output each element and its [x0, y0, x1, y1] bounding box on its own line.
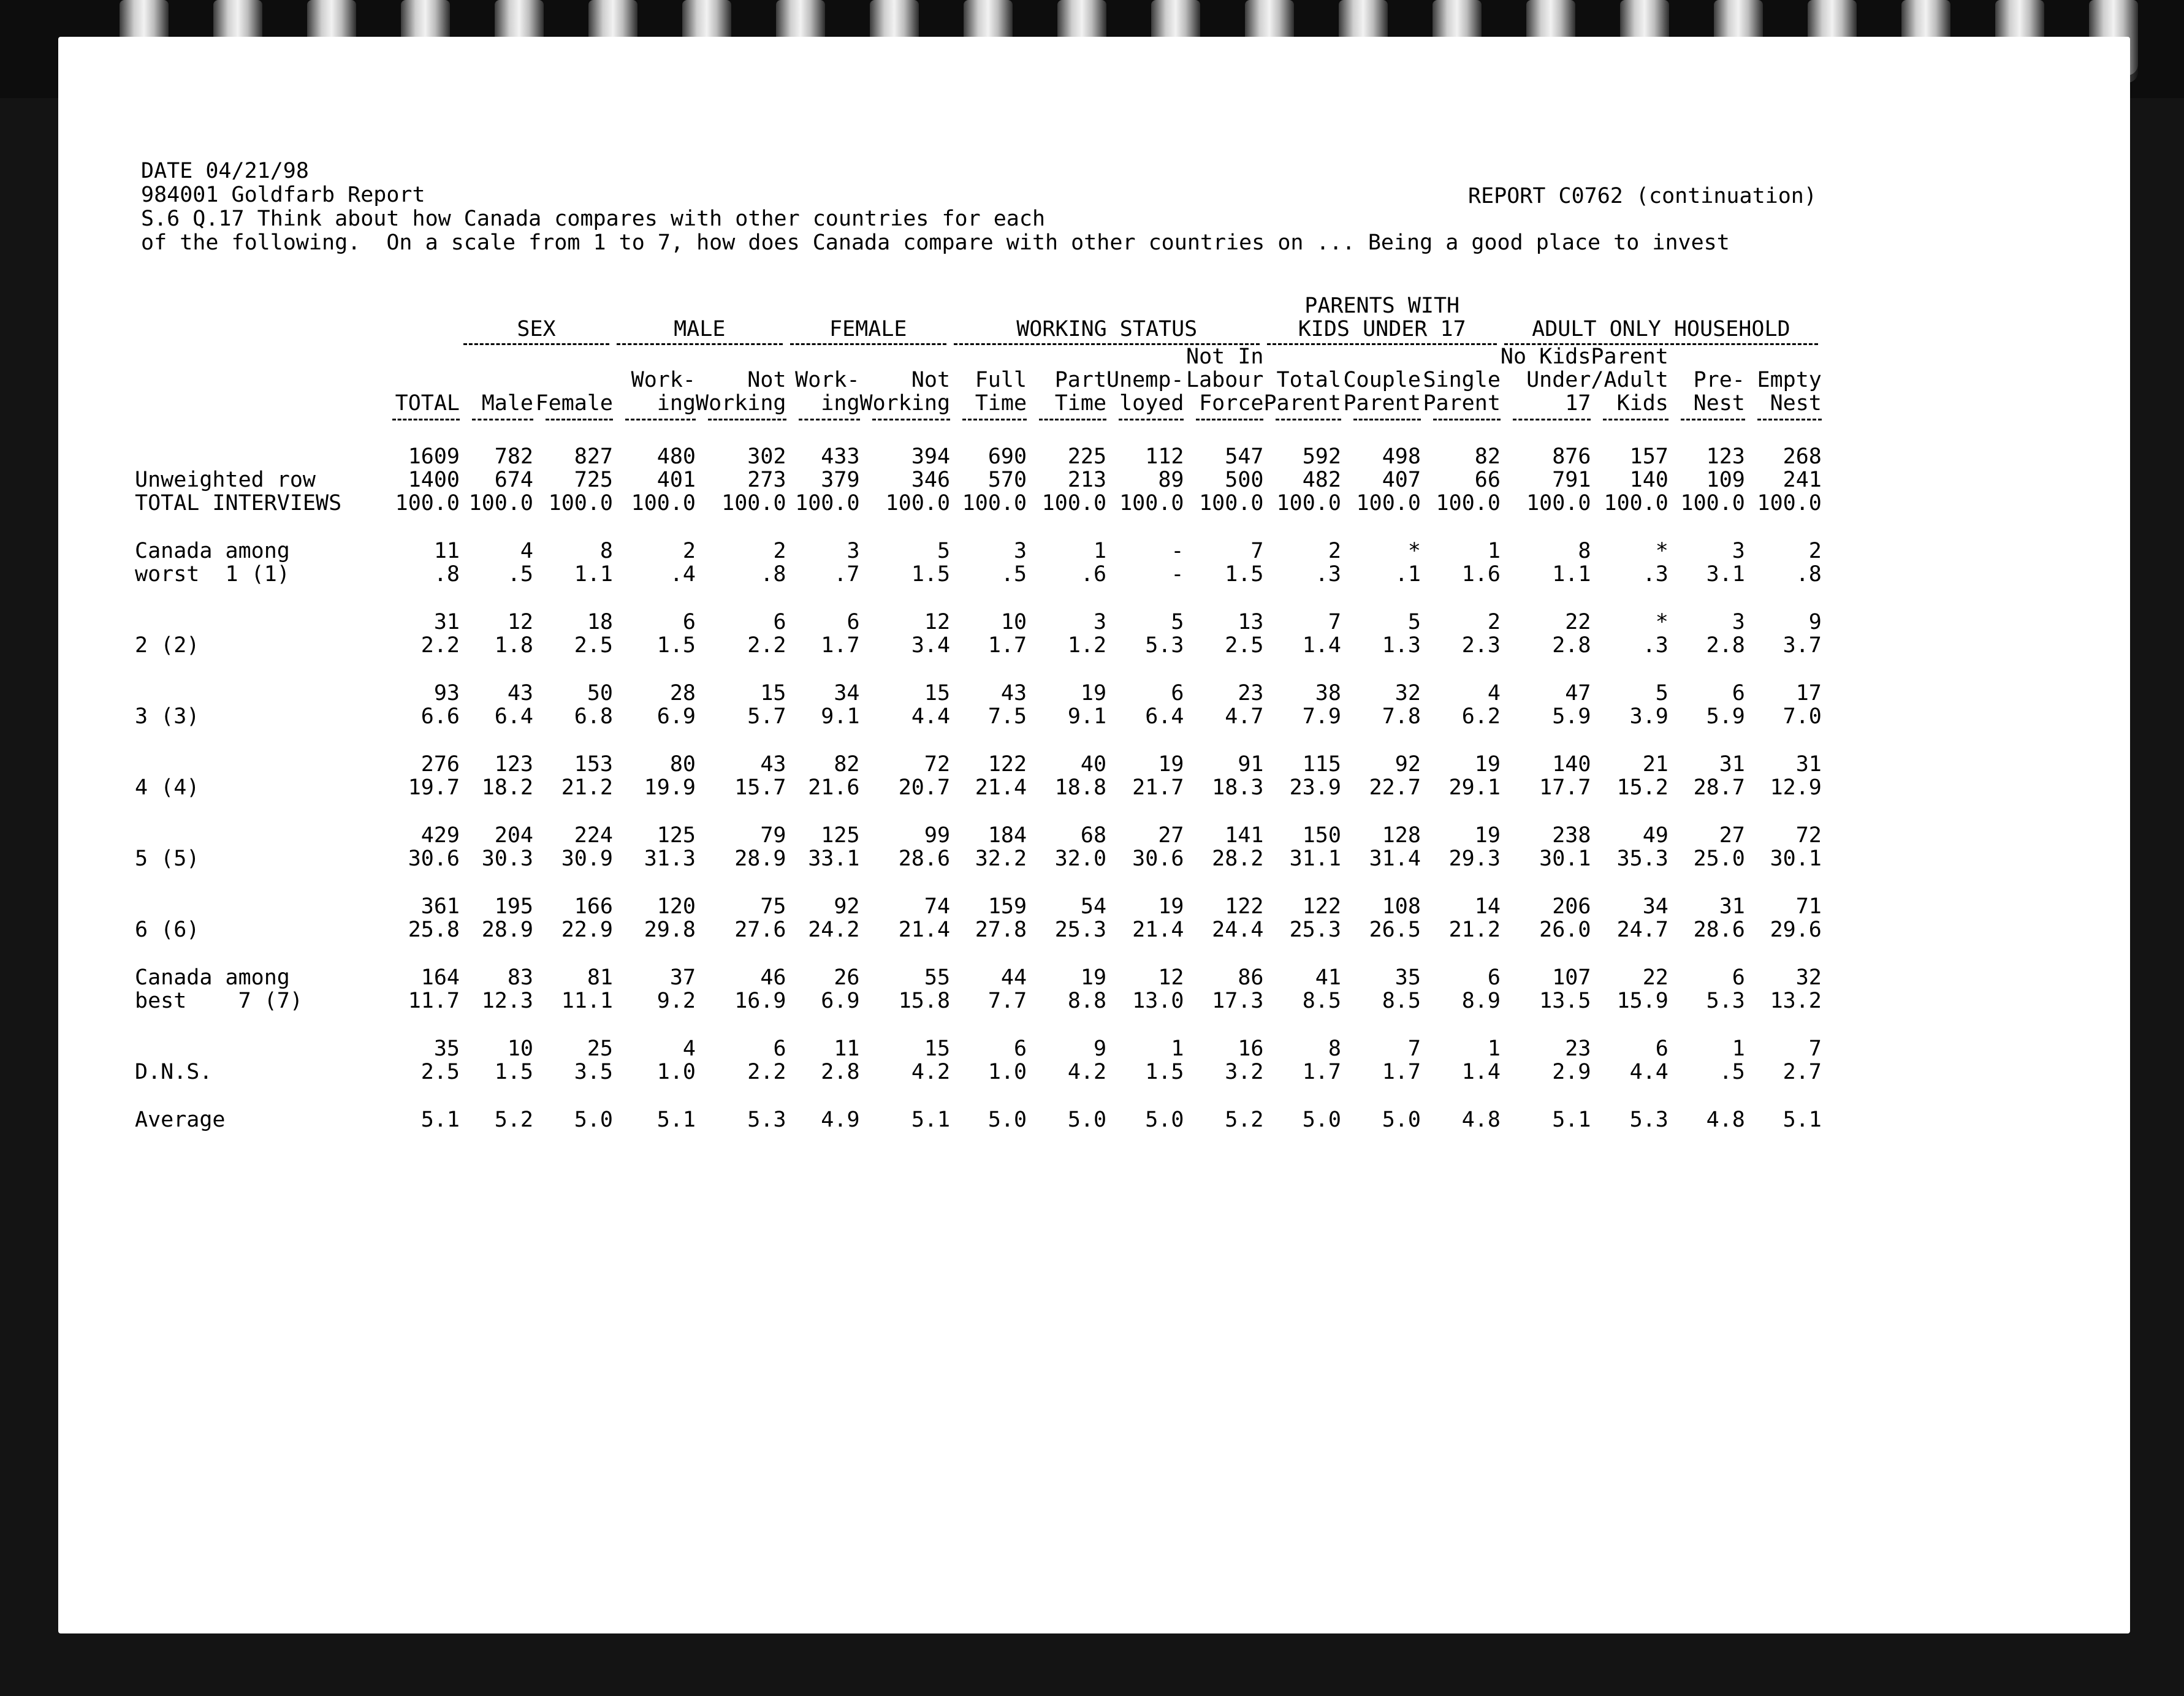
table-cell: 17 7.0	[1783, 681, 1822, 729]
table-cell: 112 89 100.0	[1119, 444, 1184, 515]
row-spacer	[135, 870, 1822, 895]
table-cell: 22 15.9	[1616, 965, 1668, 1013]
row-spacer	[135, 728, 1822, 753]
table-cell: 7 1.7	[1382, 1036, 1421, 1084]
table-cell: 12 3.4	[911, 610, 951, 658]
table-cell: 9 3.7	[1783, 610, 1822, 658]
table-cell: 429 30.6	[408, 823, 460, 871]
row-spacer	[135, 515, 1822, 539]
table-cell: 184 32.2	[975, 823, 1027, 871]
column-header-label: Not Working	[696, 368, 786, 416]
table-cell: 153 21.2	[561, 752, 613, 800]
table-cell: 6 2.2	[747, 610, 786, 658]
table-cell: 5 5.3	[1145, 610, 1184, 658]
report-date: DATE 04/21/98	[141, 159, 309, 183]
table-cell: 99 28.6	[898, 823, 951, 871]
table-cell: 5 3.9	[1629, 681, 1668, 729]
table-cell: 44 7.7	[987, 965, 1027, 1013]
column-header	[533, 345, 613, 420]
column-header	[1341, 345, 1421, 420]
table-row	[135, 682, 1822, 728]
table-cell: 25 3.5	[574, 1036, 613, 1084]
table-cell: 5.0	[987, 1108, 1027, 1132]
group-header-label: MALE	[674, 317, 726, 341]
table-cell: 690 570 100.0	[962, 444, 1027, 515]
table-cell: 6 1.0	[987, 1036, 1027, 1084]
table-cell: 5.1	[1552, 1108, 1591, 1132]
table-cell: 4.9	[821, 1108, 860, 1132]
table-cell: 75 27.6	[734, 894, 786, 942]
table-cell: 82 66 100.0	[1436, 444, 1501, 515]
table-cell: 40 18.8	[1054, 752, 1107, 800]
table-cell: 238 30.1	[1539, 823, 1591, 871]
table-cell: 394 346 100.0	[885, 444, 951, 515]
column-underline	[1039, 419, 1106, 420]
table-cell: 2 .3	[1315, 539, 1341, 587]
table-cell: 3 2.8	[1706, 610, 1745, 658]
column-header-label: Single Parent	[1423, 368, 1501, 416]
report-id: REPORT C0762 (continuation)	[1468, 184, 1817, 208]
table-cell: 6 5.9	[1706, 681, 1745, 729]
table-cell: 15 4.4	[911, 681, 951, 729]
column-header-label: Full Time	[975, 368, 1027, 416]
column-header-label: Female	[535, 391, 613, 416]
table-cell: 5.2	[1225, 1108, 1264, 1132]
table-row	[135, 1037, 1822, 1084]
table-cell: 19 21.4	[1132, 894, 1184, 942]
table-cell: 74 21.4	[898, 894, 951, 942]
table-row	[135, 539, 1822, 586]
row-spacer	[135, 799, 1822, 824]
table-cell: 92 24.2	[808, 894, 860, 942]
table-cell: 34 9.1	[821, 681, 860, 729]
group-header	[1263, 294, 1500, 345]
table-cell: 4 .5	[507, 539, 533, 587]
table-cell: 268 241 100.0	[1757, 444, 1822, 515]
table-cell: 2 .4	[669, 539, 696, 587]
table-cell: 120 29.8	[644, 894, 696, 942]
table-cell: 782 674 100.0	[468, 444, 533, 515]
column-header	[380, 345, 460, 420]
column-underline	[1681, 419, 1745, 420]
table-row	[135, 610, 1822, 657]
table-cell: 3 .7	[834, 539, 860, 587]
table-cell: 108 26.5	[1369, 894, 1421, 942]
column-header	[1591, 345, 1668, 420]
row-label-header	[135, 294, 380, 345]
group-header	[1501, 294, 1822, 345]
table-cell: 5 1.3	[1382, 610, 1421, 658]
table-cell: 47 5.9	[1552, 681, 1591, 729]
table-cell: 498 407 100.0	[1356, 444, 1421, 515]
table-cell: 276 19.7	[408, 752, 460, 800]
table-cell: 4 1.0	[656, 1036, 696, 1084]
table-cell: 128 31.4	[1369, 823, 1421, 871]
table-cell: 31 28.7	[1693, 752, 1745, 800]
table-row	[135, 966, 1822, 1013]
table-cell: * .3	[1642, 610, 1668, 658]
table-cell: 21 15.2	[1616, 752, 1668, 800]
table-cell: 6 1.5	[656, 610, 696, 658]
column-underline	[1433, 419, 1501, 420]
table-cell: 1 1.6	[1461, 539, 1501, 587]
group-header	[380, 294, 460, 345]
column-header	[786, 345, 860, 420]
table-cell: 41 8.5	[1302, 965, 1341, 1013]
table-cell: 43 15.7	[734, 752, 786, 800]
table-cell: 2 .8	[760, 539, 786, 587]
row-spacer	[135, 657, 1822, 682]
table-cell: 157 140 100.0	[1604, 444, 1668, 515]
column-underline	[472, 419, 533, 420]
table-cell: 80 19.9	[644, 752, 696, 800]
table-cell: 31 12.9	[1770, 752, 1822, 800]
group-header-label: ADULT ONLY HOUSEHOLD	[1532, 317, 1790, 341]
report-title: 984001 Goldfarb Report	[141, 183, 425, 207]
table-cell: 93 6.6	[420, 681, 460, 729]
column-underline	[1353, 419, 1421, 420]
table-cell: 141 28.2	[1212, 823, 1264, 871]
table-cell: 49 35.3	[1616, 823, 1668, 871]
table-cell: 7 2.7	[1783, 1036, 1822, 1084]
column-header	[1668, 345, 1745, 420]
table-cell: 150 31.1	[1289, 823, 1341, 871]
table-cell: 68 32.0	[1054, 823, 1107, 871]
table-cell: 43 6.4	[494, 681, 533, 729]
table-row	[135, 753, 1822, 799]
table-cell: 123 109 100.0	[1680, 444, 1745, 515]
table-cell: 86 17.3	[1212, 965, 1264, 1013]
column-underline	[708, 419, 786, 420]
column-header	[1027, 345, 1106, 420]
table-cell: 19 29.1	[1448, 752, 1501, 800]
table-cell: 15 4.2	[911, 1036, 951, 1084]
table-body	[135, 420, 1822, 1131]
table-cell: 82 21.6	[808, 752, 860, 800]
table-cell: 3 3.1	[1706, 539, 1745, 587]
table-cell: 18 2.5	[574, 610, 613, 658]
table-cell: 6 4.4	[1629, 1036, 1668, 1084]
table-cell: 5.1	[911, 1108, 951, 1132]
table-cell: 302 273 100.0	[721, 444, 786, 515]
table-cell: 9 4.2	[1067, 1036, 1107, 1084]
column-underline	[1119, 419, 1184, 420]
column-header-label: No Kids Under 17	[1500, 344, 1591, 416]
table-cell: 125 33.1	[808, 823, 860, 871]
row-spacer	[135, 1084, 1822, 1108]
table-row	[135, 1108, 1822, 1131]
column-header	[1745, 345, 1822, 420]
column-header-label: Not Working	[859, 368, 951, 416]
table-cell: 6 6.4	[1145, 681, 1184, 729]
table-cell: 5.0	[1382, 1108, 1421, 1132]
table-cell: 34 24.7	[1616, 894, 1668, 942]
column-underline	[546, 419, 613, 420]
table-cell: 37 9.2	[656, 965, 696, 1013]
table-cell: 79 28.9	[734, 823, 786, 871]
table-cell: 72 30.1	[1770, 823, 1822, 871]
table-cell: 2 2.3	[1461, 610, 1501, 658]
table-cell: 6 1.7	[821, 610, 860, 658]
column-header	[1501, 345, 1591, 420]
column-header-label: Part Time	[1054, 368, 1107, 416]
group-header	[950, 294, 1263, 345]
row-label: Average	[135, 1108, 226, 1132]
table-cell: 11 2.8	[821, 1036, 860, 1084]
table-cell: 5.0	[1302, 1108, 1341, 1132]
table-cell: 19 29.3	[1448, 823, 1501, 871]
table-cell: 8 1.7	[1302, 1036, 1341, 1084]
column-header-label: Work- ing	[795, 368, 860, 416]
table-cell: 7 1.5	[1225, 539, 1264, 587]
table-cell: 23 2.9	[1552, 1036, 1591, 1084]
table-cell: 19 21.7	[1132, 752, 1184, 800]
table-cell: 122 25.3	[1289, 894, 1341, 942]
row-spacer	[135, 941, 1822, 966]
table-cell: 433 379 100.0	[795, 444, 860, 515]
table-cell: * .1	[1394, 539, 1421, 587]
table-cell: 592 482 100.0	[1276, 444, 1341, 515]
group-header	[786, 294, 951, 345]
table-cell: 8 1.1	[1552, 539, 1591, 587]
table-cell: 31 28.6	[1693, 894, 1745, 942]
table-cell: 204 30.3	[481, 823, 533, 871]
group-header	[460, 294, 613, 345]
table-cell: 6 8.9	[1461, 965, 1501, 1013]
column-header-label: Male	[481, 391, 533, 416]
column-underline	[1603, 419, 1668, 420]
table-cell: 1 .6	[1080, 539, 1107, 587]
table-cell: 31 2.2	[420, 610, 460, 658]
table-cell: 43 7.5	[987, 681, 1027, 729]
table-cell: 19 9.1	[1067, 681, 1107, 729]
table-cell: 72 20.7	[898, 752, 951, 800]
table-cell: 140 17.7	[1539, 752, 1591, 800]
column-underline	[1276, 419, 1341, 420]
table-cell: 1 .5	[1719, 1036, 1745, 1084]
table-row	[135, 445, 1822, 515]
table-cell: 5.1	[656, 1108, 696, 1132]
table-cell: 122 21.4	[975, 752, 1027, 800]
table-cell: 27 30.6	[1132, 823, 1184, 871]
column-header-label: Unemp- loyed	[1106, 368, 1184, 416]
column-header-label: Total Parent	[1263, 368, 1341, 416]
row-spacer	[135, 586, 1822, 610]
table-cell: 10 1.7	[987, 610, 1027, 658]
table-cell: 27 25.0	[1693, 823, 1745, 871]
group-header-label: PARENTS WITH KIDS UNDER 17	[1298, 294, 1466, 341]
table-cell: 361 25.8	[408, 894, 460, 942]
table-cell: 50 6.8	[574, 681, 613, 729]
table-cell: 224 30.9	[561, 823, 613, 871]
table-cell: 13 2.5	[1225, 610, 1264, 658]
column-header-label: Pre- Nest	[1693, 368, 1745, 416]
column-header-label: Work- ing	[631, 368, 696, 416]
table-cell: 5 1.5	[911, 539, 951, 587]
table-cell: 35 8.5	[1382, 965, 1421, 1013]
table-cell: 7 1.4	[1302, 610, 1341, 658]
table-cell: 12 1.8	[494, 610, 533, 658]
crosstab-table	[135, 294, 1822, 1131]
table-cell: 6 5.3	[1706, 965, 1745, 1013]
table-cell: 14 21.2	[1448, 894, 1501, 942]
table-cell: 3 .5	[1000, 539, 1027, 587]
column-header	[860, 345, 951, 420]
table-cell: 26 6.9	[821, 965, 860, 1013]
table-cell: 547 500 100.0	[1199, 444, 1264, 515]
table-cell: 1 1.5	[1145, 1036, 1184, 1084]
table-cell: 5.1	[1783, 1108, 1822, 1132]
row-label: Canada among worst 1 (1)	[135, 539, 290, 587]
table-cell: 22 2.8	[1552, 610, 1591, 658]
column-header-label: Not In Labour Force	[1186, 344, 1264, 416]
table-cell: 2 .8	[1795, 539, 1822, 587]
table-cell: 55 15.8	[898, 965, 951, 1013]
table-cell: 4.8	[1706, 1108, 1745, 1132]
column-underline	[962, 419, 1027, 420]
table-row	[135, 895, 1822, 941]
table-cell: 5.0	[1067, 1108, 1107, 1132]
table-cell: 32 7.8	[1382, 681, 1421, 729]
table-cell: 35 2.5	[420, 1036, 460, 1084]
row-spacer	[135, 1013, 1822, 1037]
table-cell: 16 3.2	[1225, 1036, 1264, 1084]
question-line-2: of the following. On a scale from 1 to 7, how does Canada compare with other countries on ... Being a good place to invest	[141, 230, 1730, 255]
column-header-label: Parent /Adult Kids	[1591, 344, 1668, 416]
column-underline	[392, 419, 460, 420]
row-label: 3 (3)	[135, 704, 200, 729]
table-cell: 4 6.2	[1461, 681, 1501, 729]
table-cell: 5.2	[494, 1108, 533, 1132]
column-header	[1184, 345, 1263, 420]
row-label: 4 (4)	[135, 775, 200, 800]
group-header-label: WORKING STATUS	[1016, 317, 1198, 341]
column-header	[950, 345, 1027, 420]
column-underline	[1196, 419, 1263, 420]
table-cell: 10 1.5	[494, 1036, 533, 1084]
table-cell: 5.3	[747, 1108, 786, 1132]
table-cell: 81 11.1	[561, 965, 613, 1013]
column-header	[460, 345, 533, 420]
table-cell: 54 25.3	[1054, 894, 1107, 942]
table-cell: * .3	[1642, 539, 1668, 587]
table-cell: 8 1.1	[574, 539, 613, 587]
column-underline	[1757, 419, 1822, 420]
column-header	[1421, 345, 1501, 420]
table-cell: 5.3	[1629, 1108, 1668, 1132]
table-cell: 107 13.5	[1539, 965, 1591, 1013]
row-label: 5 (5)	[135, 846, 200, 871]
table-cell: 12 13.0	[1132, 965, 1184, 1013]
group-header-label: SEX	[517, 317, 556, 341]
table-cell: 195 28.9	[481, 894, 533, 942]
question-line-1: S.6 Q.17 Think about how Canada compares with other countries for each	[141, 207, 1046, 231]
table-cell: 71 29.6	[1770, 894, 1822, 942]
table-cell: 91 18.3	[1212, 752, 1264, 800]
table-cell: 38 7.9	[1302, 681, 1341, 729]
table-cell: 125 31.3	[644, 823, 696, 871]
column-header	[1106, 345, 1184, 420]
column-header	[696, 345, 786, 420]
table-cell: 115 23.9	[1289, 752, 1341, 800]
row-label-header	[135, 345, 380, 420]
row-label: D.N.S.	[135, 1060, 213, 1084]
table-cell: 83 12.3	[481, 965, 533, 1013]
table-cell: 28 6.9	[656, 681, 696, 729]
table-cell: 122 24.4	[1212, 894, 1264, 942]
table-cell: 23 4.7	[1225, 681, 1264, 729]
table-cell: 206 26.0	[1539, 894, 1591, 942]
table-cell: 166 22.9	[561, 894, 613, 942]
table-cell: 123 18.2	[481, 752, 533, 800]
table-cell: 19 8.8	[1067, 965, 1107, 1013]
table-cell: 164 11.7	[408, 965, 460, 1013]
table-cell: 1 1.4	[1461, 1036, 1501, 1084]
table-cell: 11 .8	[433, 539, 460, 587]
table-cell: 92 22.7	[1369, 752, 1421, 800]
table-cell: 5.0	[574, 1108, 613, 1132]
column-underline	[872, 419, 951, 420]
table-cell: - -	[1171, 539, 1184, 587]
table-cell: 225 213 100.0	[1041, 444, 1107, 515]
column-header-label: Empty Nest	[1757, 368, 1822, 416]
table-cell: 480 401 100.0	[631, 444, 696, 515]
table-cell: 159 27.8	[975, 894, 1027, 942]
table-cell: 6 2.2	[747, 1036, 786, 1084]
table-row	[135, 824, 1822, 870]
column-header-label: Couple Parent	[1343, 368, 1421, 416]
table-cell: 876 791 100.0	[1526, 444, 1591, 515]
table-cell: 46 16.9	[734, 965, 786, 1013]
table-cell: 3 1.2	[1067, 610, 1107, 658]
column-header	[613, 345, 696, 420]
table-cell: 32 13.2	[1770, 965, 1822, 1013]
group-header-row	[135, 294, 1822, 345]
column-header-row	[135, 345, 1822, 420]
row-spacer	[135, 420, 1822, 445]
table-cell: 1609 1400 100.0	[395, 444, 460, 515]
column-underline	[625, 419, 696, 420]
report-page	[58, 37, 2130, 1633]
row-label: Canada among best 7 (7)	[135, 965, 303, 1013]
table-cell: 5.1	[420, 1108, 460, 1132]
column-header	[1263, 345, 1341, 420]
group-header	[613, 294, 786, 345]
table-cell: 4.8	[1461, 1108, 1501, 1132]
group-header-label: FEMALE	[829, 317, 907, 341]
table-cell: 827 725 100.0	[548, 444, 613, 515]
row-label: 2 (2)	[135, 633, 200, 658]
column-underline	[799, 419, 860, 420]
row-label: 6 (6)	[135, 918, 200, 942]
row-label: Unweighted row TOTAL INTERVIEWS	[135, 468, 342, 515]
column-underline	[1513, 419, 1591, 420]
table-cell: 15 5.7	[747, 681, 786, 729]
column-header-label: TOTAL	[395, 391, 460, 416]
table-cell: 5.0	[1145, 1108, 1184, 1132]
